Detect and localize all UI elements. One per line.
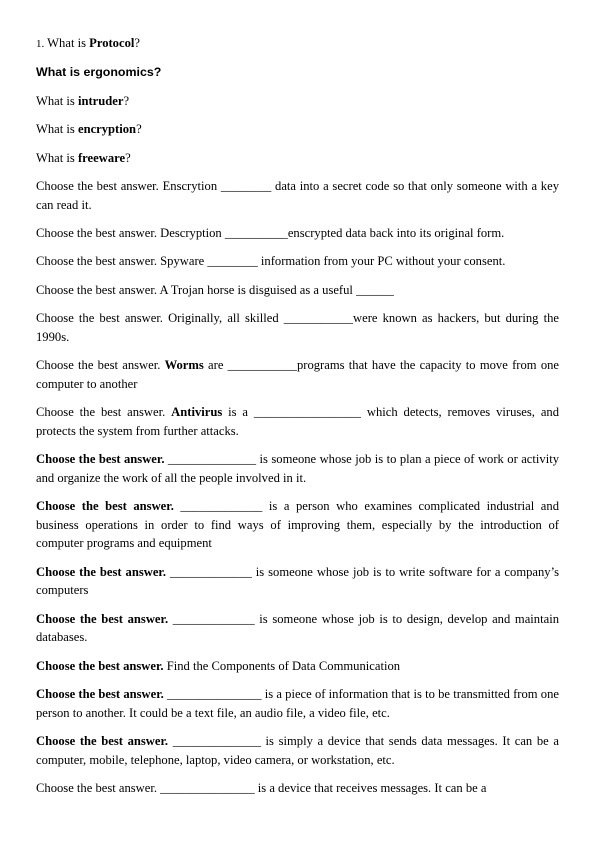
question-text: is a _________________ which detects, removes viruses, and protects the system from further attacks. xyxy=(36,405,559,438)
question-17 xyxy=(36,657,559,676)
question-10: Choose the best answer. Originally, all skilled ___________were known as hackers, but during the 1990s. xyxy=(36,311,559,344)
question-punct: ? xyxy=(125,150,131,165)
question-text: What is xyxy=(44,36,90,50)
question-text: _____________ is a person who examines complicated industrial and business operations in order to find ways of improving them, especially by the introduction of computer programs and equipment xyxy=(36,499,559,551)
question-11 xyxy=(36,356,559,393)
question-19 xyxy=(36,732,559,769)
question-text: _____________ is someone whose job is to design, develop and maintain databases. xyxy=(36,611,559,645)
question-punct: ? xyxy=(123,93,130,108)
question-1 xyxy=(36,34,559,54)
question-instruction: Choose the best answer. xyxy=(36,686,164,701)
question-14 xyxy=(36,497,559,553)
question-8: Choose the best answer. Spyware ________ information from your PC without your consent. xyxy=(36,254,506,269)
question-keyword: Worms xyxy=(164,358,204,373)
question-instruction: Choose the best answer. xyxy=(36,564,166,579)
question-13 xyxy=(36,450,559,487)
question-16 xyxy=(36,610,559,647)
question-6: Choose the best answer. Enscrytion ________ data into a secret code so that only someone with a key can read it. xyxy=(36,178,559,212)
question-15 xyxy=(36,563,559,600)
question-text: _____________ is someone whose job is to write software for a company’s computers xyxy=(36,564,559,598)
question-7: Choose the best answer. Descryption __________enscrypted data back into its original form. xyxy=(36,225,505,240)
question-18 xyxy=(36,685,559,722)
question-instruction: Choose the best answer. xyxy=(36,658,164,673)
question-12 xyxy=(36,403,559,440)
question-20: Choose the best answer. _______________ is a device that receives messages. It can be a xyxy=(36,780,487,795)
question-2: What is ergonomics? xyxy=(36,65,162,80)
question-instruction: Choose the best answer. xyxy=(36,499,174,514)
question-text: What is xyxy=(36,150,78,165)
question-text: are ___________programs that have the capacity to move from one computer to another xyxy=(36,358,560,391)
question-punct: ? xyxy=(136,122,142,137)
question-list xyxy=(36,34,559,807)
question-4 xyxy=(36,120,559,139)
question-5 xyxy=(36,149,559,168)
question-text: ______________ is someone whose job is to plan a piece of work or activity and organize the work of all the people involved in it. xyxy=(36,452,559,485)
question-keyword: intruder xyxy=(77,93,124,108)
question-text: What is xyxy=(36,93,78,108)
question-keyword: Protocol xyxy=(89,36,135,50)
question-punct: ? xyxy=(134,36,140,50)
question-number: 1. xyxy=(36,38,45,50)
question-instruction: Choose the best answer. xyxy=(36,611,169,626)
question-text: ______________ is simply a device that sends data messages. It can be a computer, mobile, telephone, laptop, video camera, or workstation, etc. xyxy=(36,733,559,767)
question-instruction: Choose the best answer. xyxy=(36,452,165,467)
question-text: What is xyxy=(36,122,78,137)
question-text: Choose the best answer. xyxy=(36,358,165,373)
question-text: Choose the best answer. xyxy=(36,405,172,420)
question-text: _______________ is a piece of information that is to be transmitted from one person to another. It could be a text file, an audio file, a video file, etc. xyxy=(36,686,559,720)
question-text: Find the Components of Data Communication xyxy=(163,658,401,673)
question-9: Choose the best answer. A Trojan horse is disguised as a useful ______ xyxy=(36,282,394,297)
question-keyword: Antivirus xyxy=(171,405,223,420)
question-keyword: freeware xyxy=(77,150,126,165)
question-keyword: encryption xyxy=(77,122,137,137)
question-3 xyxy=(36,92,559,111)
question-instruction: Choose the best answer. xyxy=(36,733,169,748)
